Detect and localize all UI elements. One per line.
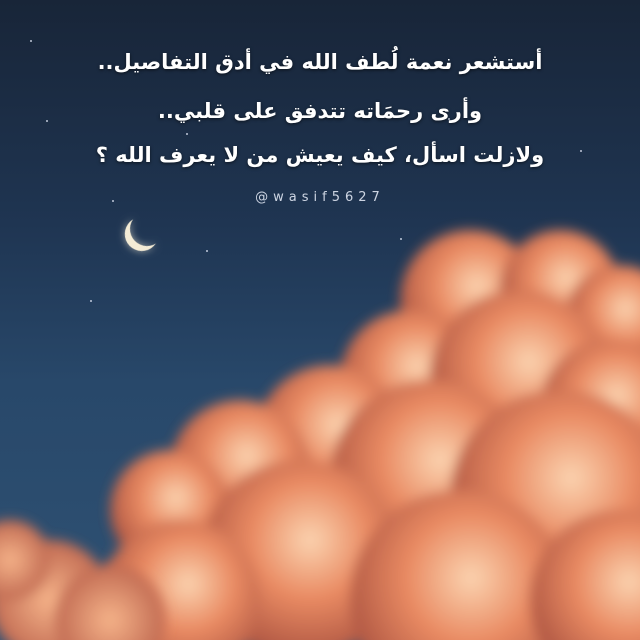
author-handle: @wasif5627 — [255, 190, 385, 205]
verse-line-2: وأرى رحمَاته تتدفق على قلبي.. — [157, 99, 483, 123]
verse-line-1: أستشعر نعمة لُطف الله في أدق التفاصيل.. — [97, 50, 543, 74]
verse-line-3: ولازلت اسأل، كيف يعيش من لا يعرف الله ؟ — [95, 143, 545, 167]
